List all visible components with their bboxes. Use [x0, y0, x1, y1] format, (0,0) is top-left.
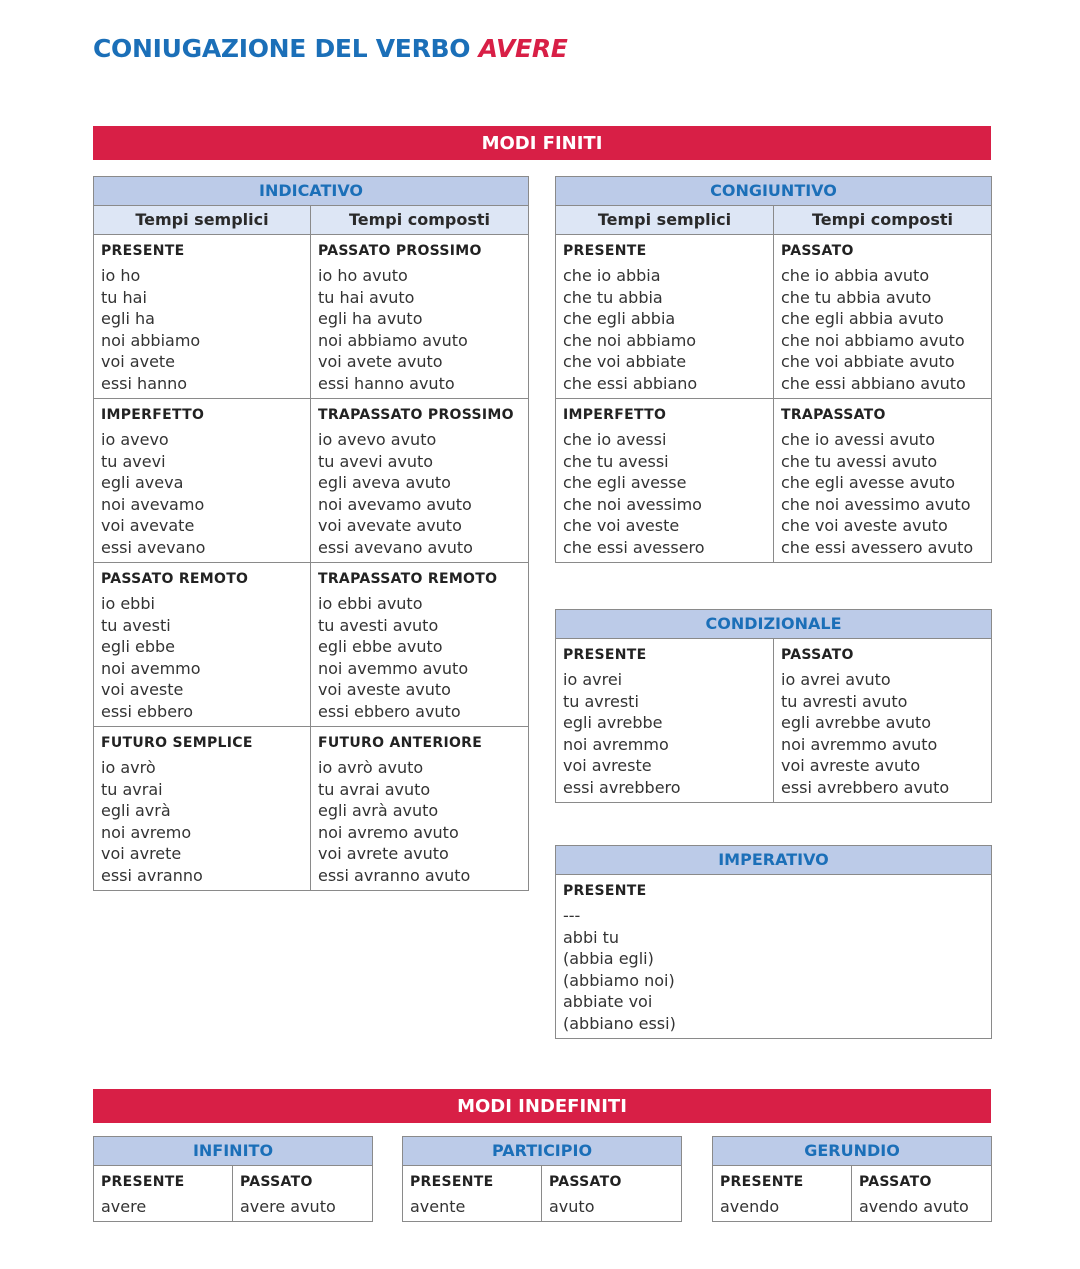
verb-form: voi avrete: [101, 844, 182, 864]
verb-form: avente: [410, 1197, 466, 1216]
tense-label: FUTURO SEMPLICE: [101, 735, 253, 751]
tense-cell: [774, 399, 992, 563]
tense-cell: [94, 1166, 233, 1222]
verb-form: che noi avessimo avuto: [781, 494, 971, 514]
column-header-simple: Tempi semplici: [94, 206, 311, 235]
tense-label: PASSATO: [549, 1174, 622, 1190]
verb-form: che essi abbiano avuto: [781, 373, 966, 393]
tense-label: IMPERFETTO: [563, 407, 667, 423]
tense-cell: [774, 235, 992, 399]
verb-form: egli avrebbe: [563, 713, 663, 733]
column-header-simple: Tempi semplici: [556, 206, 774, 235]
verb-form: voi avevate: [101, 516, 195, 536]
tense-label: PRESENTE: [563, 883, 647, 899]
mood-header: CONDIZIONALE: [556, 610, 992, 639]
verb-form: avuto: [549, 1197, 595, 1216]
verb-form: che voi abbiate avuto: [781, 352, 955, 372]
tense-cell: [713, 1166, 852, 1222]
verb-form: che essi avessero avuto: [781, 537, 974, 557]
tense-label: PRESENTE: [720, 1174, 804, 1190]
verb-form: che egli avesse avuto: [781, 473, 956, 493]
verb-form: che tu abbia avuto: [781, 287, 932, 307]
tense-label: PRESENTE: [563, 647, 647, 663]
verb-form: essi hanno: [101, 373, 188, 393]
mood-header: IMPERATIVO: [556, 846, 992, 875]
verb-form: egli aveva avuto: [318, 473, 451, 493]
verb-form: avendo: [720, 1197, 780, 1216]
verb-form: voi avete: [101, 352, 176, 372]
verb-form: voi avevate avuto: [318, 516, 462, 536]
mood-header: INFINITO: [94, 1137, 373, 1166]
table-row: [94, 727, 529, 891]
mood-header: PARTICIPIO: [403, 1137, 682, 1166]
table-row: [94, 235, 529, 399]
verb-form: voi avreste avuto: [781, 756, 921, 776]
table-row: [556, 639, 992, 803]
verb-form: io ho avuto: [318, 266, 408, 285]
verb-form: noi abbiamo: [101, 330, 201, 350]
verb-form: voi avrete avuto: [318, 844, 449, 864]
verb-form: essi avevano avuto: [318, 537, 473, 557]
verb-form: essi ebbero avuto: [318, 701, 461, 721]
tense-cell: [556, 639, 774, 803]
verb-form: io avrei avuto: [781, 670, 891, 689]
verb-form: tu avevi: [101, 451, 166, 471]
section-band-label: MODI INDEFINITI: [457, 1095, 627, 1117]
verb-form: io avevo avuto: [318, 430, 437, 449]
verb-form: che io avessi: [563, 430, 667, 449]
table-row: [556, 875, 992, 1039]
verb-form: egli aveva: [101, 473, 184, 493]
condizionale-table: [555, 609, 992, 803]
verb-form: che noi abbiamo: [563, 330, 697, 350]
verb-form: egli ebbe avuto: [318, 637, 443, 657]
tense-label: PASSATO: [781, 243, 854, 259]
verb-form: noi abbiamo avuto: [318, 330, 468, 350]
verb-form: che egli abbia avuto: [781, 309, 944, 329]
mood-header: GERUNDIO: [713, 1137, 992, 1166]
indicativo-table: [93, 176, 529, 891]
verb-form: io ho: [101, 266, 141, 285]
verb-form: tu avesti: [101, 615, 171, 635]
verb-form: tu avesti avuto: [318, 615, 439, 635]
verb-form: voi avete avuto: [318, 352, 443, 372]
tense-label: PASSATO: [781, 647, 854, 663]
verb-form: che egli abbia: [563, 309, 676, 329]
verb-form: che tu avessi: [563, 451, 669, 471]
verb-form: tu avrai: [101, 779, 163, 799]
tense-label: FUTURO ANTERIORE: [318, 735, 483, 751]
column-header-compound: Tempi composti: [774, 206, 992, 235]
tense-cell: [94, 399, 311, 563]
verb-form: egli avrà avuto: [318, 801, 439, 821]
verb-form: che io abbia avuto: [781, 266, 930, 285]
verb-form: egli avrebbe avuto: [781, 713, 932, 733]
verb-form: noi avremmo avuto: [781, 734, 938, 754]
tense-cell: [94, 727, 311, 891]
mood-header: INDICATIVO: [94, 177, 529, 206]
verb-form: tu avevi avuto: [318, 451, 434, 471]
verb-form: io avrei: [563, 670, 623, 689]
verb-form: (abbiano essi): [563, 1013, 676, 1033]
tense-label: PASSATO REMOTO: [101, 571, 249, 587]
tense-cell: [311, 727, 529, 891]
verb-form: egli ebbe: [101, 637, 175, 657]
verb-form: noi avremo: [101, 822, 192, 842]
verb-form: avere avuto: [240, 1197, 336, 1216]
tense-cell: [233, 1166, 373, 1222]
tense-label: PASSATO PROSSIMO: [318, 243, 482, 259]
verb-form: abbi tu: [563, 927, 620, 947]
tense-label: PRESENTE: [101, 1174, 185, 1190]
table-row: [556, 235, 992, 399]
verb-form: noi avremo avuto: [318, 822, 459, 842]
table-row: [556, 399, 992, 563]
verb-form: io ebbi: [101, 594, 155, 613]
tense-cell: [556, 875, 992, 1039]
tense-cell: [542, 1166, 682, 1222]
verb-form: (abbiamo noi): [563, 970, 675, 990]
verb-form: noi avevamo avuto: [318, 494, 472, 514]
verb-form: tu avrai avuto: [318, 779, 431, 799]
tense-label: PASSATO: [859, 1174, 932, 1190]
tense-label: PRESENTE: [410, 1174, 494, 1190]
verb-form: io avrò: [101, 758, 156, 777]
verb-form: che essi abbiano: [563, 373, 698, 393]
verb-form: tu avresti: [563, 691, 639, 711]
verb-form: avendo avuto: [859, 1197, 969, 1216]
verb-form: voi avreste: [563, 756, 652, 776]
verb-form: che essi avessero: [563, 537, 705, 557]
verb-form: io ebbi avuto: [318, 594, 423, 613]
verb-form: io avrò avuto: [318, 758, 424, 777]
verb-form: che io avessi avuto: [781, 430, 935, 449]
tense-cell: [94, 563, 311, 727]
verb-form: essi avrebbero avuto: [781, 777, 950, 797]
tense-cell: [774, 639, 992, 803]
tense-cell: [556, 235, 774, 399]
table-row: [94, 399, 529, 563]
tense-label: PASSATO: [240, 1174, 313, 1190]
verb-form: (abbia egli): [563, 949, 654, 969]
table-row: [94, 1166, 373, 1222]
tense-cell: [556, 399, 774, 563]
section-band-modi-indefiniti: [93, 1089, 991, 1123]
verb-form: tu avresti avuto: [781, 691, 908, 711]
verb-form: noi avremmo: [563, 734, 669, 754]
verb-form: noi avemmo: [101, 658, 201, 678]
verb-form: noi avemmo avuto: [318, 658, 469, 678]
section-band-label: MODI FINITI: [481, 132, 603, 154]
verb-form: essi hanno avuto: [318, 373, 455, 393]
table-row: [94, 563, 529, 727]
verb-form: io avevo: [101, 430, 169, 449]
verb-form: che voi abbiate: [563, 352, 687, 372]
congiuntivo-table: [555, 176, 992, 563]
imperativo-table: [555, 845, 992, 1039]
tense-label: PRESENTE: [101, 243, 185, 259]
verb-form: essi avranno: [101, 865, 203, 885]
page-title: [93, 34, 568, 63]
tense-label: TRAPASSATO PROSSIMO: [318, 407, 514, 423]
verb-form: che tu abbia: [563, 287, 663, 307]
verb-form: che egli avesse: [563, 473, 687, 493]
verb-form: che voi aveste avuto: [781, 516, 948, 536]
verb-form: tu hai avuto: [318, 287, 415, 307]
verb-form: che voi aveste: [563, 516, 680, 536]
tense-cell: [852, 1166, 992, 1222]
table-row: [713, 1166, 992, 1222]
verb-form: avere: [101, 1197, 147, 1216]
verb-form: egli avrà: [101, 801, 171, 821]
participio-table: [402, 1136, 682, 1222]
mood-header: CONGIUNTIVO: [556, 177, 992, 206]
verb-form: essi ebbero: [101, 701, 194, 721]
page-title-prefix: CONIUGAZIONE DEL VERBO: [93, 34, 471, 63]
tense-cell: [311, 563, 529, 727]
tense-cell: [94, 235, 311, 399]
tense-cell: [311, 235, 529, 399]
verb-form: che io abbia: [563, 266, 661, 285]
page-title-verb: AVERE: [478, 34, 568, 63]
verb-form: voi aveste avuto: [318, 680, 451, 700]
tense-label: TRAPASSATO: [781, 407, 886, 423]
tense-label: IMPERFETTO: [101, 407, 205, 423]
verb-form: noi avevamo: [101, 494, 205, 514]
table-row: [403, 1166, 682, 1222]
verb-form: tu hai: [101, 287, 147, 307]
verb-form: che noi abbiamo avuto: [781, 330, 965, 350]
verb-form: egli ha: [101, 309, 155, 329]
verb-form: essi avevano: [101, 537, 206, 557]
tense-cell: [311, 399, 529, 563]
column-header-compound: Tempi composti: [311, 206, 529, 235]
verb-form: che noi avessimo: [563, 494, 702, 514]
verb-form: che tu avessi avuto: [781, 451, 938, 471]
section-band-modi-finiti: [93, 126, 991, 160]
verb-form: essi avranno avuto: [318, 865, 471, 885]
tense-label: PRESENTE: [563, 243, 647, 259]
tense-cell: [403, 1166, 542, 1222]
tense-label: TRAPASSATO REMOTO: [318, 571, 498, 587]
verb-form: abbiate voi: [563, 992, 653, 1012]
verb-form: voi aveste: [101, 680, 184, 700]
verb-form: egli ha avuto: [318, 309, 423, 329]
gerundio-table: [712, 1136, 992, 1222]
verb-form: essi avrebbero: [563, 777, 681, 797]
infinito-table: [93, 1136, 373, 1222]
verb-form: ---: [563, 906, 581, 925]
